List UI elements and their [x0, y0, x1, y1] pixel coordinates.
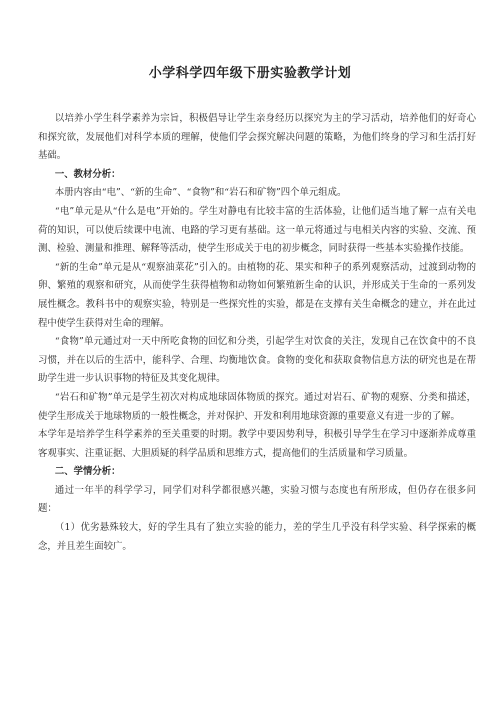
electricity-unit-paragraph: “电”单元是从“什么是电”开始的。学生对静电有比较丰富的生活体验，让他们适当地了解一点有关电荷的知识，可以使后续课中电流、电路的学习更有基础。这一单元将通过与电相关内容的实验、交流、预测、检验、测量和推理、解释等活动，使学生形成关于电的初步概念，同时获得一些基本实验操作技能。 [38, 205, 476, 255]
issue-item-1: （1）优劣悬殊较大，好的学生具有了独立实验的能力，差的学生几乎没有科学实验、科学探索的概念，并且差生面较广。 [38, 522, 476, 552]
section-heading-textbook-analysis: 一、教材分析： [54, 168, 121, 180]
intro-paragraph: 以培养小学生科学素养为宗旨，积极倡导让学生亲身经历以探究为主的学习活动，培养他们的好奇心和探究欲，发展他们对科学本质的理解，使他们学会探究解决问题的策略，为他们终身的学习和生活打好基础。 [38, 113, 476, 162]
new-life-unit-paragraph: “新的生命”单元是从“观察油菜花”引入的。由植物的花、果实和种子的系列观察活动，过渡到动物的卵、繁殖的观察和研究，从而使学生获得植物和动物如何繁殖新生命的认识，并形成关于生命的一系列发展性概念。教科书中的观察实验，特别是一些探究性的实验，都是在支撑有关生命概念的建立，并在此过程中使学生获得对生命的理解。 [38, 261, 476, 329]
page-title: 小学科学四年级下册实验教学计划 [148, 66, 352, 81]
student-analysis-paragraph: 通过一年半的科学学习，同学们对科学都很感兴趣，实验习惯与态度也有所形成，但仍存在很多问题： [38, 484, 476, 515]
section-heading-student-analysis: 二、学情分析： [54, 466, 121, 478]
document-body [38, 110, 476, 556]
rocks-minerals-unit-paragraph: “岩石和矿物”单元是学生初次对构成地球固体物质的探究。通过对岩石、矿物的观察、分类和描述，使学生形成关于地球物质的一般性概念，并对保护、开发和利用地球资源的重要意义有进一步的了解。 [38, 391, 476, 422]
food-unit-paragraph: “食物”单元通过对一天中所吃食物的回忆和分类，引起学生对饮食的关注，发现自己在饮食中的不良习惯，并在以后的生活中，能科学、合理、均衡地饮食。食物的变化和获取食物信息方法的研究也是在帮助学生进一步认识事物的特征及其变化规律。 [38, 336, 476, 385]
school-year-paragraph: 本学年是培养学生科学素养的至关重要的时期。教学中要因势利导，积极引导学生在学习中逐渐养成尊重客观事实、注重证据、大胆质疑的科学品质和思维方式，提高他们的生活质量和学习质量。 [38, 429, 476, 459]
units-overview-paragraph: 本册内容由“电”、“新的生命”、“食物”和“岩石和矿物”四个单元组成。 [54, 187, 347, 199]
